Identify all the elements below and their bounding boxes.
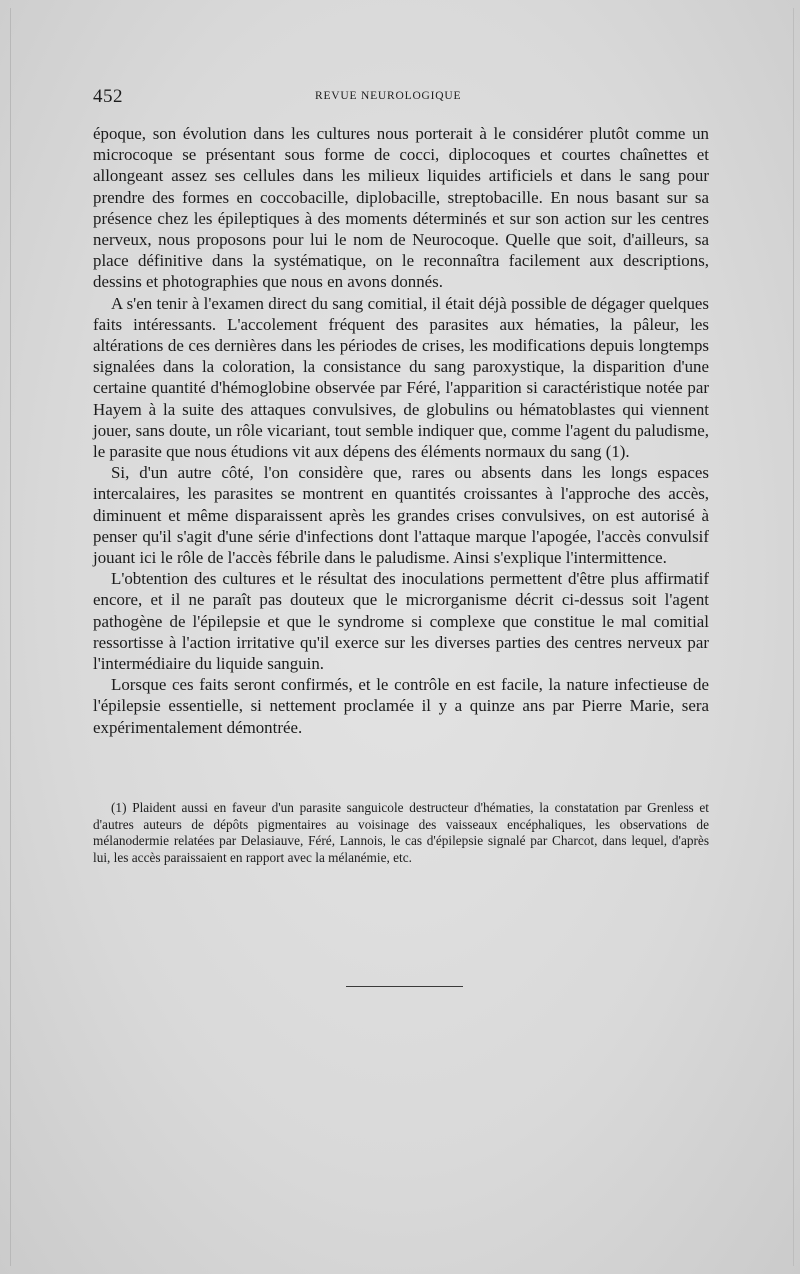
paragraph: Lorsque ces faits seront confirmés, et le contrôle en est facile, la nature infectieuse de l'épilepsie essentielle, si nettement proclamée il y a quinze ans par Pierre Marie, sera expérimentalement démontrée.	[93, 675, 709, 737]
page-number: 452	[93, 86, 123, 107]
footnote	[93, 800, 709, 866]
journal-title: REVUE NEUROLOGIQUE	[315, 90, 462, 102]
paragraph: L'obtention des cultures et le résultat des inoculations permettent d'être plus affirmatif encore, et il ne paraît pas douteux que le microrganisme décrit ci-dessus soit l'agent pathogène de l'épilepsie et que le syndrome si complexe que constitue le mal comitial ressortisse à l'action irritative qu'il exerce sur les diverses parties des centres nerveux par l'intermédiaire du liquide sanguin.	[93, 569, 709, 674]
footnote-text: (1) Plaident aussi en faveur d'un parasite sanguicole destructeur d'hématies, la constatation par Grenless et d'autres auteurs de dépôts pigmentaires au voisinage des vaisseaux encéphaliques, les observations de mélanodermie relatées par Delasiauve, Féré, Lannois, le cas d'épilepsie signalé par Charcot, dans lequel, d'après lui, les accès paraissaient en rapport avec la mélanémie, etc.	[93, 800, 709, 865]
paragraph: Si, d'un autre côté, l'on considère que, rares ou absents dans les longs espaces intercalaires, les parasites se montrent en quantités croissantes à l'approche des accès, diminuent et même disparaissent après les grandes crises convulsives, on est autorisé à penser qu'il s'agit d'une série d'infections dont l'attaque marque l'apogée, l'accès convulsif jouant ici le rôle de l'accès fébrile dans le paludisme. Ainsi s'explique l'intermittence.	[93, 463, 709, 568]
running-head	[93, 86, 707, 108]
end-rule-divider	[346, 986, 463, 987]
paragraph: époque, son évolution dans les cultures nous porterait à le considérer plutôt comme un microcoque se présentant sous forme de cocci, diplocoques et courtes chaînettes et allongeant assez ses cellules dans les milieux liquides artificiels et dans le sang pour prendre des formes en coccobacille, diplobacille, streptobacille. En nous basant sur sa présence chez les épileptiques à des moments déterminés et sur son action sur les centres nerveux, nous proposons pour lui le nom de Neurocoque. Quelle que soit, d'ailleurs, sa place définitive dans la systématique, on le reconnaîtra facilement aux descriptions, dessins et photographies que nous en avons donnés.	[93, 124, 709, 292]
paragraph: A s'en tenir à l'examen direct du sang comitial, il était déjà possible de dégager quelques faits intéressants. L'accolement fréquent des parasites aux hématies, la pâleur, les altérations de ces dernières dans les périodes de crises, les modifications depuis longtemps signalées dans la coloration, la consistance du sang paroxystique, la disparition d'une certaine quantité d'hémoglobine observée par Féré, l'apparition si caractéristique notée par Hayem à la suite des attaques convulsives, de globulins ou hématoblastes qui viennent jouer, sans doute, un rôle vicariant, tout semble indiquer que, comme l'agent du paludisme, le parasite que nous étudions vit aux dépens des éléments normaux du sang (1).	[93, 293, 709, 462]
body-text	[93, 123, 709, 738]
